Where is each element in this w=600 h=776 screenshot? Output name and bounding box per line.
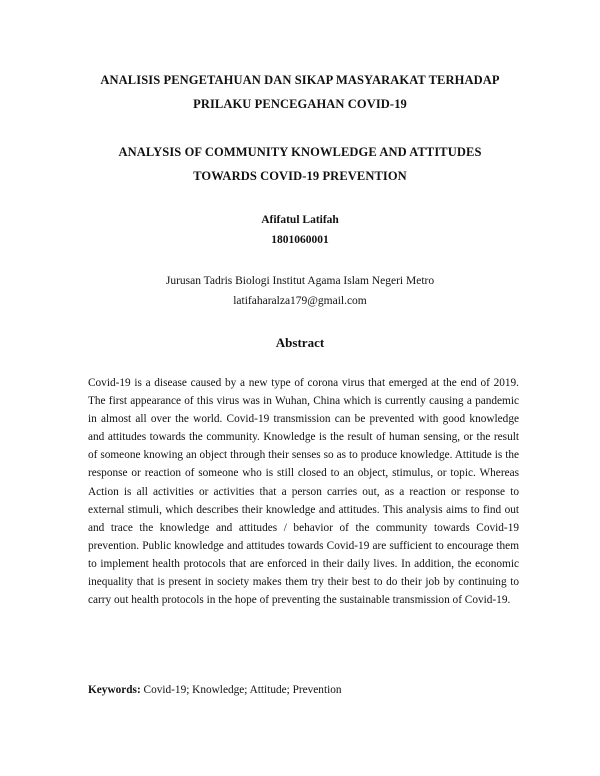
author-affiliation: Jurusan Tadris Biologi Institut Agama Islam Negeri Metro (165, 275, 435, 287)
title-english-line-2: TOWARDS COVID-19 PREVENTION (193, 169, 407, 183)
keywords-label: Keywords: (88, 684, 141, 696)
keywords-value: Covid-19; Knowledge; Attitude; Prevention (143, 684, 342, 696)
author-student-id: 1801060001 (271, 234, 329, 246)
title-english (60, 140, 540, 188)
keywords-line (88, 681, 519, 699)
abstract-body: Covid-19 is a disease caused by a new type of corona virus that emerged at the end of 2019. The first appearance of this virus was in Wuhan, China which is currently causing a pandemic in almost all over the world. Covid-19 transmission can be prevented with good knowledge and attitudes towards the community. Knowledge is the result of human sensing, or the result of someone knowing an object through their senses so as to produce knowledge. Attitude is the response or reaction of someone who is still closed to an object, stimulus, or topic. Whereas Action is all activities or activities that a person carries out, as a reaction or response to external stimuli, which describes their knowledge and attitudes. This analysis aims to find out and trace the knowledge and attitudes / behavior of the community towards Covid-19 prevention. Public knowledge and attitudes towards Covid-19 are sufficient to encourage them to implement health protocols that are enforced in their daily lives. In addition, the economic inequality that is present in society makes them try their best to do their job by continuing to carry out health protocols in the hope of preventing the sustainable transmission of Covid-19. (88, 377, 519, 607)
title-indonesian-line-1: ANALISIS PENGETAHUAN DAN SIKAP MASYARAKAT TERHADAP (100, 73, 500, 87)
abstract-heading: Abstract (275, 335, 325, 350)
author-email: latifaharalza179@gmail.com (233, 295, 367, 307)
title-indonesian-line-2: PRILAKU PENCEGAHAN COVID-19 (193, 97, 407, 111)
title-indonesian (60, 68, 540, 116)
author-name: Afifatul Latifah (261, 214, 339, 226)
title-english-line-1: ANALYSIS OF COMMUNITY KNOWLEDGE AND ATTITUDES (118, 145, 482, 159)
